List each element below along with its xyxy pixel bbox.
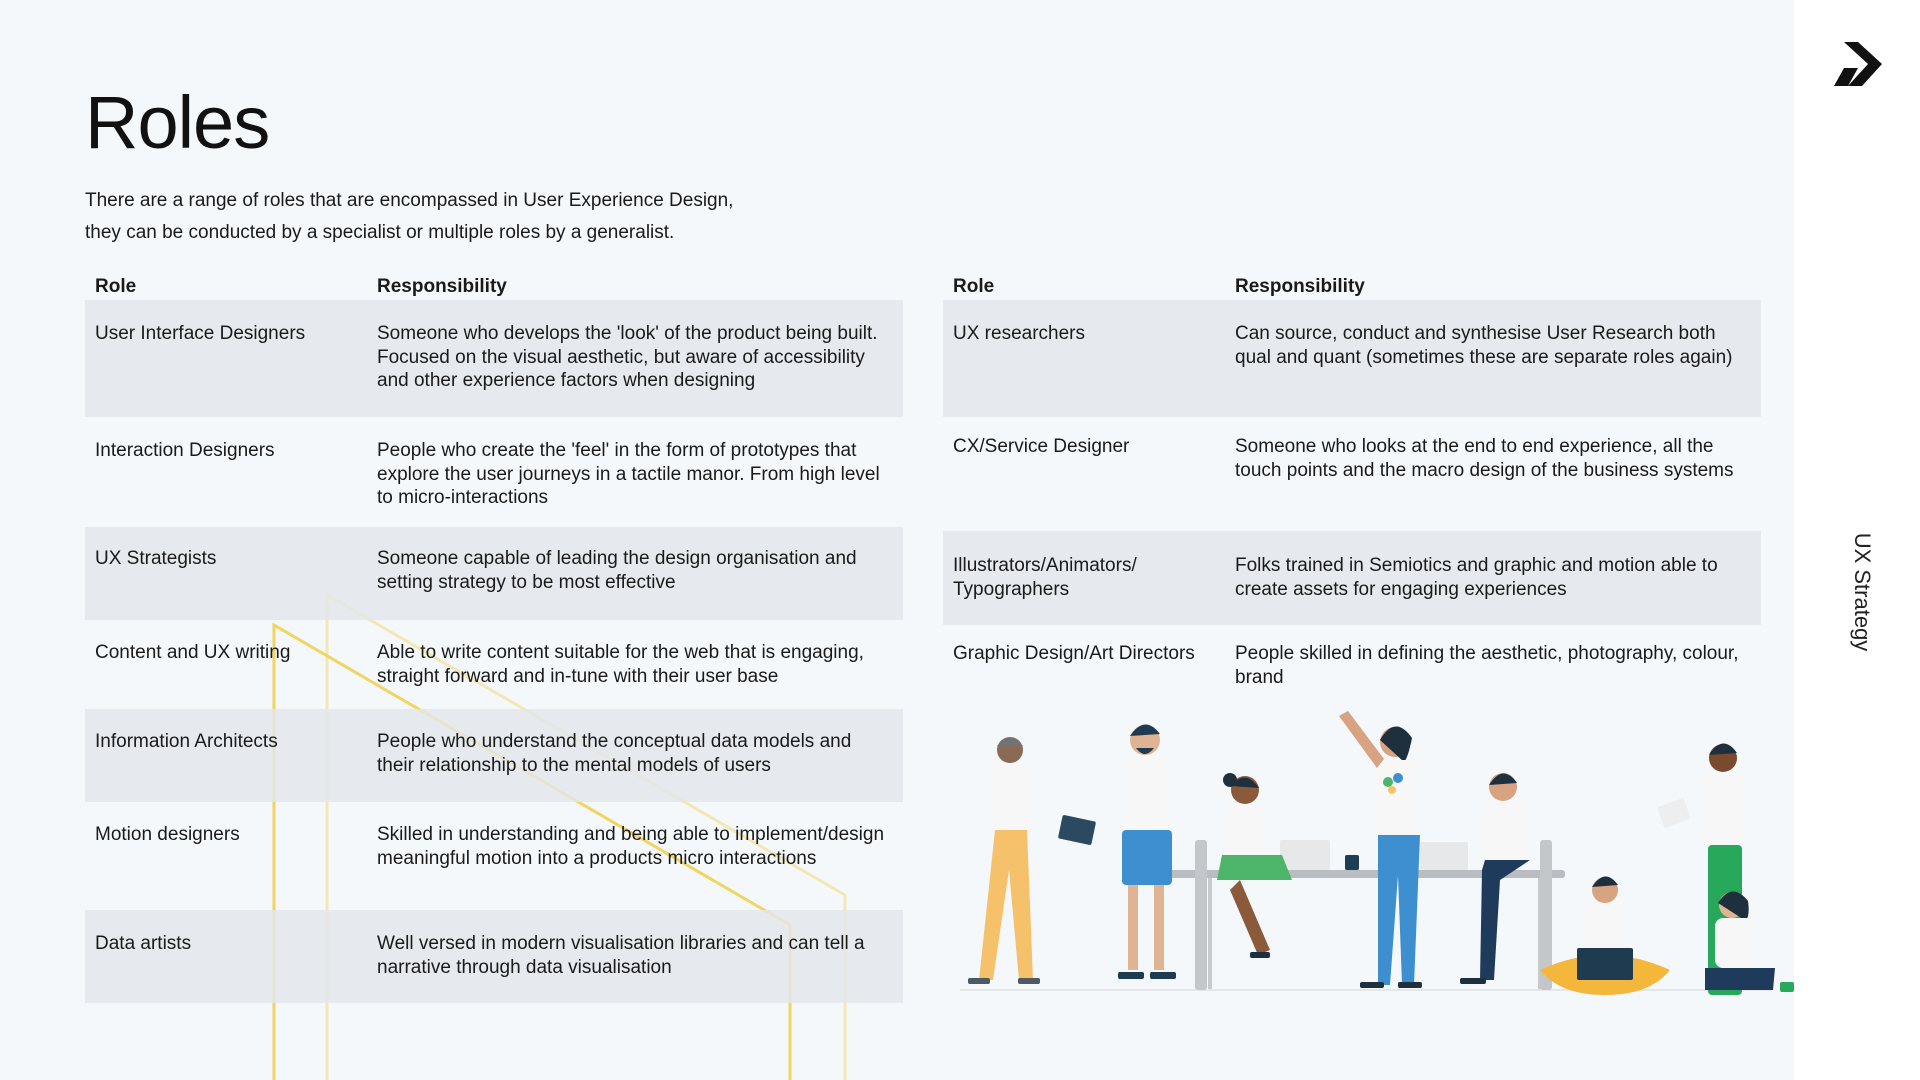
header-responsibility: Responsibility [377,276,507,297]
role-cell: Motion designers [95,824,240,845]
role-line-1: Illustrators/Animators/ [953,555,1137,576]
responsibility-cell: Someone capable of leading the design organisation and setting strategy to be most effective [367,527,903,620]
role-cell: Data artists [85,910,367,1003]
responsibility-cell: People skilled in defining the aesthetic, photography, colour, brand [1235,643,1739,688]
role-cell: Graphic Design/Art Directors [953,643,1195,664]
responsibility-cell: Well versed in modern visualisation libraries and can tell a narrative through data visualisation [367,910,903,1003]
responsibility-cell: People who understand the conceptual data models and their relationship to the mental models of users [367,709,903,802]
role-cell: UX Strategists [85,527,367,620]
team-illustration [940,690,1794,1030]
role-cell: User Interface Designers [85,300,367,417]
intro-line-2: they can be conducted by a specialist or multiple roles by a generalist. [85,222,675,243]
responsibility-cell: Skilled in understanding and being able to implement/design meaningful motion into a products micro interactions [377,824,885,869]
page-title: Roles [85,81,270,164]
header-responsibility: Responsibility [1235,276,1365,297]
header-role: Role [95,276,137,297]
arrow-chevron-logo-icon [1832,40,1888,90]
intro-line-1: There are a range of roles that are encompassed in User Experience Design, [85,190,734,211]
role-cell: Content and UX writing [95,642,291,663]
table-header-row [943,270,1761,300]
responsibility-cell: Folks trained in Semiotics and graphic and motion able to create assets for engaging experiences [1225,531,1761,625]
table-row [85,620,903,709]
table-header-row [85,270,903,300]
table-row [85,709,903,802]
responsibility-cell: Can source, conduct and synthesise User Research both qual and quant (sometimes these are separate roles again) [1225,300,1761,417]
responsibility-cell: Someone who develops the 'look' of the product being built. Focused on the visual aesthetic, but aware of accessibility and other experience factors when designing [367,300,903,417]
role-cell [943,531,1225,625]
table-row [943,531,1761,625]
role-cell: Information Architects [85,709,367,802]
role-cell: CX/Service Designer [953,436,1130,457]
responsibility-cell: Someone who looks at the end to end experience, all the touch points and the macro design of the business systems [1235,436,1734,481]
role-cell: Interaction Designers [95,440,275,461]
role-line-2: Typographers [953,578,1070,600]
table-row [85,527,903,620]
table-row [85,910,903,1003]
table-row [943,417,1761,531]
header-role: Role [953,276,995,297]
intro-text [85,185,845,249]
table-row [85,417,903,527]
roles-table-right [943,270,1761,705]
responsibility-cell: Able to write content suitable for the web that is engaging, straight forward and in-tune with their user base [377,642,864,687]
roles-table-left [85,270,903,1003]
table-row [85,300,903,417]
table-row [943,300,1761,417]
responsibility-cell: People who create the 'feel' in the form of prototypes that explore the user journeys in a tactile manor. From high level to micro-interactions [377,440,880,508]
table-row [85,802,903,910]
side-label: UX Strategy [1850,532,1875,652]
role-cell: UX researchers [943,300,1225,417]
